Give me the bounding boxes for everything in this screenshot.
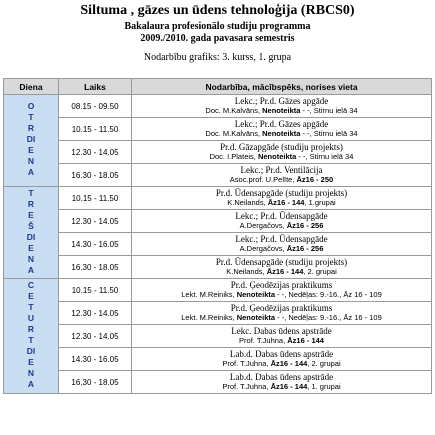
- activity-title: Pr.d. Ģeodēzijas praktikums: [230, 280, 333, 290]
- time-cell: 16.30 - 18.05: [59, 164, 132, 187]
- time-cell: 10.15 - 11.50: [59, 279, 132, 302]
- activity-title: Lekc.; Pr.d. Ventilācija: [240, 165, 323, 175]
- lecturer: A.Dergačovs,: [239, 221, 287, 230]
- location-note: - -, Stirnu ielā 34: [296, 152, 354, 161]
- time-cell: 10.15 - 11.50: [59, 118, 132, 141]
- activity-cell: [132, 164, 432, 187]
- time-cell: 10.15 - 11.50: [59, 187, 132, 210]
- activity-details: [132, 267, 431, 277]
- table-row: [4, 233, 432, 256]
- activity-details: [132, 244, 431, 254]
- activity-title: Pr.d. Gāzapgāde (studiju projekts): [220, 142, 343, 152]
- activity-cell: [132, 371, 432, 394]
- time-cell: 14.30 - 16.05: [59, 348, 132, 371]
- lecturer: Doc. M.Kalvāns,: [205, 106, 263, 115]
- room: Nenoteikta: [236, 290, 276, 299]
- time-cell: 16.30 - 18.05: [59, 256, 132, 279]
- activity-title: Pr.d. Ģeodēzijas praktikums: [230, 303, 333, 313]
- column-header-time: Laiks: [59, 79, 132, 95]
- table-row: [4, 325, 432, 348]
- activity-details: [132, 290, 431, 300]
- lecturer: A.Dergačovs,: [239, 244, 287, 253]
- location-note: , 2. grupai: [307, 359, 341, 368]
- semester-subtitle: 2009./2010. gada pavasara semestris: [140, 33, 295, 44]
- activity-title: Lab.d. Dabas ūdens apstrāde: [229, 349, 334, 359]
- day-name: CETURTDIENA: [26, 280, 36, 389]
- activity-cell: [132, 256, 432, 279]
- time-cell: 12.30 - 14.05: [59, 210, 132, 233]
- day-name: TREŠDIENA: [26, 187, 36, 275]
- lecturer: Asoc.prof. U.Pelīte,: [229, 175, 297, 184]
- activity-details: [132, 106, 431, 116]
- location-note: - -, Nedēļas: 9.-16., Āz 16 - 109: [275, 290, 382, 299]
- time-cell: 14.30 - 16.05: [59, 233, 132, 256]
- table-row: [4, 371, 432, 394]
- activity-details: [132, 175, 431, 185]
- room: Āz16 - 144: [270, 382, 308, 391]
- room: Āz16 - 250: [296, 175, 334, 184]
- activity-title: Pr.d. Ūdensapgāde (studiju projekts): [215, 188, 348, 198]
- table-row: [4, 348, 432, 371]
- time-cell: 08.15 - 09.50: [59, 95, 132, 118]
- activity-cell: [132, 210, 432, 233]
- day-name: OTRDIENA: [26, 101, 36, 177]
- location-note: - -, Nedēļas: 9.-16., Āz 16 - 109: [275, 313, 382, 322]
- activity-details: [132, 152, 431, 162]
- table-row: [4, 141, 432, 164]
- lecturer: Doc. M.Kalvāns,: [205, 129, 263, 138]
- activity-title: Lab.d. Dabas ūdens apstrāde: [229, 372, 334, 382]
- page-title: Siltuma , gāzes un ūdens tehnoloģija (RBCS0): [80, 3, 355, 18]
- schedule-body: [4, 95, 432, 394]
- day-cell: [4, 279, 59, 394]
- day-cell: [4, 95, 59, 187]
- table-header-row: [4, 79, 432, 95]
- room: Āz16 - 144: [287, 336, 324, 345]
- table-row: [4, 279, 432, 302]
- room: Āz16 - 144: [270, 359, 308, 368]
- activity-title: Lekc.; Pr.d. Gāzes apgāde: [234, 119, 329, 129]
- table-row: [4, 256, 432, 279]
- table-row: [4, 118, 432, 141]
- activity-details: [132, 198, 431, 208]
- activity-cell: [132, 233, 432, 256]
- room: Āz16 - 256: [286, 244, 324, 253]
- time-cell: 12.30 - 14.05: [59, 325, 132, 348]
- activity-cell: [132, 279, 432, 302]
- schedule-note: Nodarbību grafiks: 3. kurss, 1. grupa: [143, 52, 292, 63]
- lecturer: Prof. T.Juhna,: [222, 359, 271, 368]
- table-row: [4, 302, 432, 325]
- lecturer: K.Neilands,: [227, 198, 268, 207]
- location-note: , 1. grupai: [307, 382, 341, 391]
- lecturer: Lekt. M.Reiniks,: [181, 290, 237, 299]
- location-note: , 1.grupai: [304, 198, 336, 207]
- activity-details: [132, 336, 431, 346]
- activity-cell: [132, 118, 432, 141]
- activity-details: [132, 382, 431, 392]
- room: Āz16 - 144: [266, 267, 304, 276]
- activity-details: [132, 221, 431, 231]
- activity-cell: [132, 325, 432, 348]
- room: Nenoteikta: [262, 129, 301, 138]
- activity-cell: [132, 141, 432, 164]
- room: Nenoteikta: [257, 152, 297, 161]
- activity-title: Lekc.; Pr.d. Gāzes apgāde: [234, 96, 329, 106]
- table-row: [4, 210, 432, 233]
- activity-title: Pr.d. Ūdensapgāde (studiju projekts): [215, 257, 348, 267]
- table-row: [4, 187, 432, 210]
- column-header-activity: Nodarbība, mācībspēks, norises vieta: [132, 79, 432, 95]
- lecturer: Prof. T.Juhna,: [239, 336, 288, 345]
- lecturer: Doc. I.Plateis,: [209, 152, 258, 161]
- column-header-day: Diena: [4, 79, 59, 95]
- day-cell: [4, 187, 59, 279]
- time-cell: 12.30 - 14.05: [59, 141, 132, 164]
- activity-title: Lekc. Dabas ūdens apstrāde: [231, 326, 332, 336]
- table-row: [4, 95, 432, 118]
- schedule-table: [3, 78, 432, 394]
- location-note: - -, Stirnu ielā 34: [300, 129, 358, 138]
- room: Nenoteikta: [262, 106, 301, 115]
- time-cell: 16.30 - 18.05: [59, 371, 132, 394]
- activity-cell: [132, 95, 432, 118]
- table-row: [4, 164, 432, 187]
- activity-title: Lekc.; Pr.d. Ūdensapgāde: [235, 234, 328, 244]
- room: Āz16 - 144: [267, 198, 305, 207]
- activity-details: [132, 313, 431, 323]
- time-cell: 12.30 - 14.05: [59, 302, 132, 325]
- program-subtitle: Bakalaura profesionālo studiju programma: [124, 21, 311, 32]
- lecturer: K.Neilands,: [226, 267, 267, 276]
- location-note: , 2. grupai: [303, 267, 337, 276]
- activity-cell: [132, 348, 432, 371]
- room: Nenoteikta: [236, 313, 276, 322]
- activity-cell: [132, 187, 432, 210]
- lecturer: Prof. T.Juhna,: [222, 382, 271, 391]
- activity-details: [132, 129, 431, 139]
- location-note: - -, Stirnu ielā 34: [300, 106, 358, 115]
- room: Āz16 - 256: [286, 221, 324, 230]
- lecturer: Lekt. M.Reiniks,: [181, 313, 237, 322]
- activity-details: [132, 359, 431, 369]
- activity-title: Lekc.; Pr.d. Ūdensapgāde: [235, 211, 328, 221]
- activity-cell: [132, 302, 432, 325]
